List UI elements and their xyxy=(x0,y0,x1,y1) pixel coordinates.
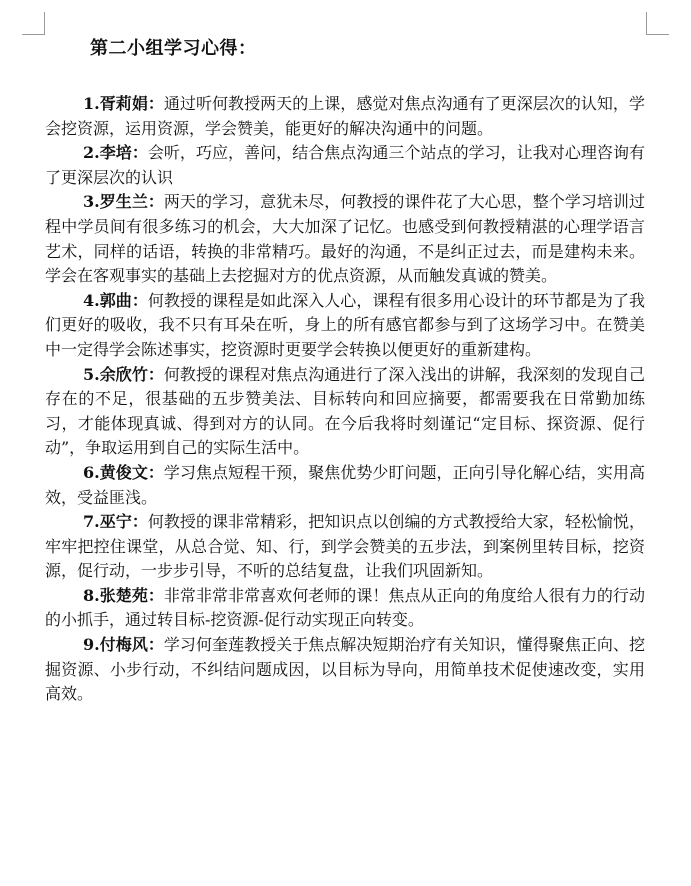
entries-list xyxy=(45,92,645,707)
entry-3 xyxy=(45,190,645,288)
entry-4 xyxy=(45,289,645,363)
entry-2 xyxy=(45,141,645,190)
entry-text: 通过听何教授两天的上课，感觉对焦点沟通有了更深层次的认知，学会挖资源，运用资源，学会赞美，能更好的解决沟通中的问题。 xyxy=(45,94,645,138)
entry-number: 3. xyxy=(83,192,100,212)
page-corner-mark-top-left xyxy=(22,12,45,35)
page-corner-mark-top-right xyxy=(646,12,669,35)
entry-text: 会听，巧应，善问，结合焦点沟通三个站点的学习，让我对心理咨询有了更深层次的认识 xyxy=(45,143,645,187)
entry-author: 罗生兰： xyxy=(99,192,164,212)
entry-number: 1. xyxy=(83,94,100,113)
entry-text: 非常非常非常喜欢何老师的课！焦点从正向的角度给人很有力的行动的小抓手，通过转目标-挖资源-促行动实现正向转变。 xyxy=(45,585,645,630)
entry-number: 4. xyxy=(83,290,100,310)
entry-5 xyxy=(45,363,645,461)
document-page xyxy=(45,36,645,707)
entry-number: 8. xyxy=(83,585,100,605)
entry-author: 付梅风： xyxy=(99,635,164,655)
entry-author: 张楚苑： xyxy=(99,585,164,605)
entry-number: 6. xyxy=(83,462,100,482)
entry-7 xyxy=(45,510,645,584)
entry-author: 巫宁： xyxy=(99,512,148,532)
entry-author: 郭曲： xyxy=(99,290,148,310)
entry-author: 黄俊文： xyxy=(99,462,164,482)
entry-author: 胥莉娟： xyxy=(99,94,164,113)
entry-text: 何教授的课非常精彩，把知识点以创编的方式教授给大家，轻松愉悦，牢牢把控住课堂，从总合觉、知、行，到学会赞美的五步法，到案例里转目标，挖资源，促行动，一步步引导，不听的总结复盘，让我们巩固新知。 xyxy=(45,512,645,581)
entry-number: 9. xyxy=(83,635,100,655)
entry-text: 何教授的课程是如此深入人心，课程有很多用心设计的环节都是为了我们更好的吸收，我不只有耳朵在听，身上的所有感官都参与到了这场学习中。在赞美中一定得学会陈述事实，挖资源时更要学会转换以便更好的重新建构。 xyxy=(45,290,645,359)
entry-number: 7. xyxy=(83,512,100,532)
document-title: 第二小组学习心得： xyxy=(90,38,257,59)
entry-author: 李培： xyxy=(99,143,148,163)
entry-1 xyxy=(45,92,645,141)
entry-6 xyxy=(45,461,645,510)
entry-number: 2. xyxy=(83,143,100,163)
entry-number: 5. xyxy=(83,364,100,384)
entry-text: 两天的学习，意犹未尽，何教授的课件花了大心思，整个学习培训过程中学员间有很多练习的机会，大大加深了记忆。也感受到何教授精湛的心理学语言艺术，同样的话语，转换的非常精巧。最好的沟通，不是纠正过去，而是建构未来。学会在客观事实的基础上去挖掘对方的优点资源，从而触发真诚的赞美。 xyxy=(45,192,645,286)
entry-8 xyxy=(45,584,645,633)
entry-text: 学习何奎莲教授关于焦点解决短期治疗有关知识，懂得聚焦正向、挖掘资源、小步行动，不纠结问题成因，以目标为导向，用简单技术促使速改变，实用高效。 xyxy=(45,635,645,704)
entry-author: 余欣竹： xyxy=(99,364,164,384)
entry-9 xyxy=(45,633,645,707)
entry-text: 何教授的课程对焦点沟通进行了深入浅出的讲解，我深刻的发现自己存在的不足，很基础的五步赞美法、目标转向和回应摘要，都需要我在日常勤加练习，才能体现真诚、得到对方的认同。在今后我将时刻谨记“定目标、探资源、促行动”，争取运用到自己的实际生活中。 xyxy=(45,364,645,458)
entry-text: 学习焦点短程干预，聚焦优势少盯问题，正向引导化解心结，实用高效，受益匪浅。 xyxy=(45,462,645,507)
